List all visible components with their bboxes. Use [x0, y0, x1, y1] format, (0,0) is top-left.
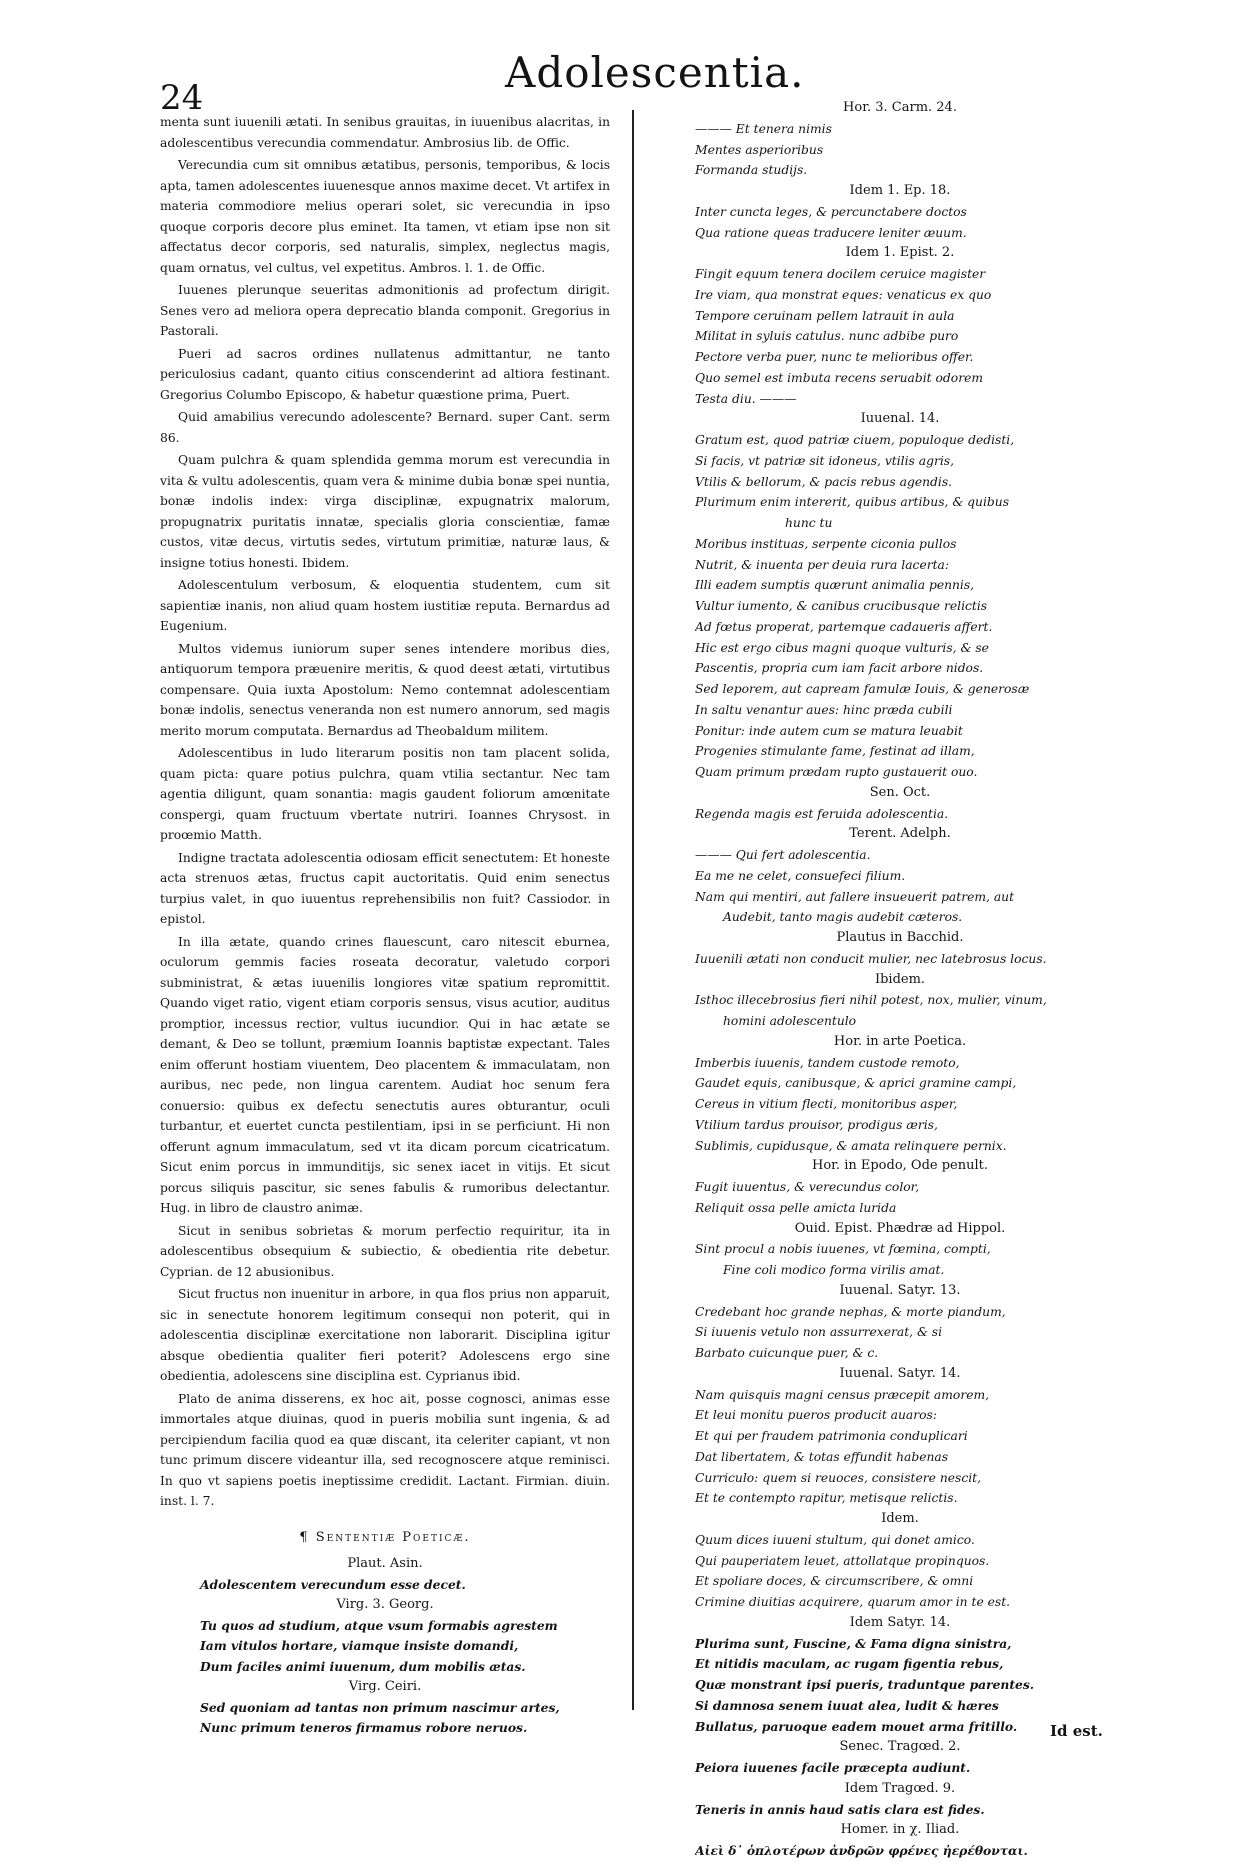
verse-line: Crimine diuitias acquirere, quarum amor in te est.: [695, 1595, 1011, 1609]
paragraph: Adolescentibus in ludo literarum positis non tam placent solida, quam picta: quare potius pulchra, quam vtilia sectantur. Nec tam agentia diligunt, quam sonantia: magis gaudent foliorum amœnitate conspergi, quam fructuum vbertate nutriri. Ioannes Chrysost. in proœmio Matth.: [160, 746, 610, 842]
verse-line: Sublimis, cupidusque, & amata relinquere pernix.: [695, 1138, 1007, 1153]
verse-source: Iuuenal. Satyr. 13.: [839, 1282, 961, 1298]
verse-line: Qui pauperiatem leuet, attollatque propinquos.: [695, 1553, 990, 1568]
verse-line: Mentes asperioribus: [695, 142, 824, 157]
verse-line: Testa diu. ———: [695, 391, 797, 406]
verse-line: Cereus in vitium flecti, monitoribus asper,: [695, 1097, 958, 1111]
verse-line: Peiora iuuenes facile præcepta audiunt.: [695, 1760, 971, 1775]
verse-line: Regenda magis est feruida adolescentia.: [695, 806, 949, 821]
verse-source: Virg. Ceiri.: [348, 1679, 422, 1694]
verse-line: Credebant hoc grande nephas, & morte piandum,: [695, 1304, 1006, 1319]
verse-source: Iuuenal. 14.: [860, 411, 940, 427]
catchword: Id est.: [1050, 1722, 1103, 1740]
verse-line: homini adolescentulo: [723, 1014, 857, 1028]
verse-line: Barbato cuicunque puer, & c.: [695, 1346, 879, 1360]
verse-line: Imberbis iuuenis, tandem custode remoto,: [695, 1055, 960, 1070]
verse-line: Tempore ceruinam pellem latrauit in aula: [695, 308, 955, 323]
paragraph: In illa ætate, quando crines flauescunt, caro nitescit eburnea, oculorum gemmis facies roseata decoratur, valetudo corpori subministrat, & ætas iuuenilis longiores vitæ spatium repromittit. Quando viget ratio, vigent etiam corporis sensus, visus acutior, auditus promptior, incessus rectior, vultus iucundior. Qui in hac ætate se demant, & Deo se tollunt, præmium Ioannis baptistæ expectant. Tales enim offerunt hostiam viuentem, Deo placentem & immaculatam, non auribus, nec pede, non lingua carentem. Audiat hoc senum fera conuersio: quibus ex defectu senectutis aures obturantur, oculi turbantur, et euertet cuncta pestilentiam, ipsi in se perficiunt. Hi non offerunt agnum immaculatum, sed vt ita dicam porcum cicatricatum. Sicut enim porcus in immunditijs, sic senex iacet in vitijs. Et sicut porcus siliquis pascitur, sic senes fabulis & rumoribus delectantur. Hug. in libro de claustro animæ.: [160, 934, 610, 1215]
paragraph: Iuuenes plerunque seueritas admonitionis ad profectum dirigit. Senes vero ad meliora opera deprecatio blanda componit. Gregorius in Pastorali.: [160, 283, 610, 338]
verse-line: Vtilis & bellorum, & pacis rebus agendis.: [695, 474, 953, 489]
verse-source: Terent. Adelph.: [849, 826, 951, 842]
verse-line: Ponitur: inde autem cum se matura leuabit: [695, 723, 963, 738]
verse-line: Sint procul a nobis iuuenes, vt fœmina, compti,: [695, 1242, 991, 1257]
paragraph: Indigne tractata adolescentia odiosam efficit senectutem: Et honeste acta strenuos ætas, fructus capit auctoritatis. Quid enim senectus turpius valet, in quo iuuentus reprehensibilis non fuit? Cassiodor. in epistol.: [160, 850, 610, 926]
verse-line: Plurimum enim intererit, quibus artibus, & quibus: [695, 495, 1010, 510]
verse-line: Et te contempto rapitur, metisque relictis.: [695, 1491, 958, 1506]
verse-line: ——— Et tenera nimis: [695, 121, 832, 136]
left-column: [160, 112, 610, 1739]
verse-line: Plurima sunt, Fuscine, & Fama digna sinistra,: [695, 1635, 1012, 1651]
verse-source: Plautus in Bacchid.: [836, 930, 964, 945]
verse-source: Idem 1. Epist. 2.: [845, 245, 955, 261]
verse-line: Nam quisquis magni census præcepit amorem,: [695, 1387, 990, 1402]
paragraph: Quam pulchra & quam splendida gemma morum est verecundia in vita & vultu adolescentis, quam vera & minime dubia bonæ spei nuntia, bonæ indolis index: virga disciplinæ, expugnatrix malorum, propugnatrix puritatis innatæ, specialis gloria conscientiæ, famæ custos, vitæ decus, virtutis sedes, virtutum primitiæ, naturæ laus, & insigne totius honesti. Ibidem.: [160, 453, 610, 570]
verse-line: Fine coli modico forma virilis amat.: [723, 1263, 945, 1277]
verse-line: Et spoliare doces, & circumscribere, & omni: [695, 1574, 974, 1589]
verse-line: Nutrit, & inuenta per deuia rura lacerta:: [695, 557, 950, 572]
verse-line: Pectore verba puer, nunc te melioribus offer.: [695, 350, 974, 364]
verse-line: Quo semel est imbuta recens seruabit odorem: [695, 370, 984, 385]
verse-line: Fugit iuuentus, & verecundus color,: [695, 1180, 920, 1194]
verse-line: Et qui per fraudem patrimonia conduplicari: [695, 1429, 968, 1443]
verse-line: Tu quos ad studium, atque vsum formabis agrestem: [200, 1617, 558, 1633]
verse-source: Idem.: [881, 1511, 919, 1526]
verse-line: Vtilium tardus prouisor, prodigus æris,: [695, 1117, 938, 1132]
page-number: 24: [160, 78, 204, 118]
verse-source: Hor. in Epodo, Ode penult.: [811, 1158, 988, 1174]
verse-line: Illi eadem sumptis quærunt animalia pennis,: [695, 578, 975, 593]
verse-line: Gaudet equis, canibusque, & aprici gramine campi,: [695, 1076, 1017, 1091]
paragraph: Plato de anima disserens, ex hoc ait, posse cognosci, animas esse immortales atque diuinas, quod in pueris mobilia sunt ingenia, & ad percipiendum facilia quod ea quæ discant, ita celeriter capiant, vt non tunc primum discere videantur illa, sed recognoscere atque reminisci. In quo vt sapiens poetis ineptissime credidit. Lactant. Firmian. diuin. inst. l. 7.: [160, 1391, 610, 1508]
verse-line: Sed leporem, aut capream famulæ Iouis, & generosæ: [695, 682, 1030, 696]
verse-line: Adolescentem verecundum esse decet.: [200, 1576, 466, 1592]
verse-line: Ire viam, qua monstrat eques: venaticus ex quo: [695, 287, 992, 302]
verse-source: Idem 1. Ep. 18.: [849, 183, 951, 198]
verse-line: Quum dices iuueni stultum, qui donet amico.: [695, 1532, 975, 1547]
verse-line: Ea me ne celet, consuefeci filium.: [695, 868, 906, 883]
verse-line: Iam vitulos hortare, viamque insiste domandi,: [200, 1638, 519, 1653]
verse-line: Quæ monstrant ipsi pueris, traduntque parentes.: [695, 1677, 1035, 1692]
paragraph: Verecundia cum sit omnibus ætatibus, personis, temporibus, & locis apta, tamen adolescentes iuuenesque annos maxime decet. Vt artifex in materia commodiore melius operari solet, sic verecundia in ipso quoque corporis decore plus eminet. Ita tamen, vt etiam ipse non sit affectatus decor corporis, sed naturalis, simplex, neglectus magis, quam ornatus, vel cultus, vel expetitus. Ambros. l. 1. de Offic.: [160, 158, 610, 275]
paragraph: Quid amabilius verecundo adolescente? Bernard. super Cant. serm 86.: [160, 410, 610, 445]
verse-line: Inter cuncta leges, & percunctabere doctos: [695, 204, 967, 219]
verse-line: Si damnosa senem iuuat alea, ludit & hæres: [695, 1697, 999, 1713]
verse-line: Curriculo: quem si reuoces, consistere nescit,: [695, 1470, 981, 1485]
verse-line: Reliquit ossa pelle amicta lurida: [695, 1200, 897, 1215]
verse-source: Hor. in arte Poetica.: [833, 1033, 967, 1049]
verse-line: Progenies stimulante fame, festinat ad illam,: [695, 744, 975, 759]
right-column: [695, 98, 1105, 1862]
verse-line: Si facis, vt patriæ sit idoneus, vtilis agris,: [695, 453, 955, 468]
verse-source: Senec. Tragœd. 2.: [839, 1739, 961, 1755]
verse-line: Nam qui mentiri, aut fallere insueuerit patrem, aut: [695, 889, 1015, 904]
running-header: Adolescentia.: [505, 48, 805, 97]
verse-line: Vultur iumento, & canibus crucibusque relictis: [695, 599, 988, 613]
verse-line: Fingit equum tenera docilem ceruice magister: [695, 267, 986, 281]
verse-line: Nunc primum teneros firmamus robore neruos.: [200, 1720, 528, 1735]
verse-line: Formanda studijs.: [695, 163, 808, 178]
verse-source: Plaut. Asin.: [347, 1556, 423, 1571]
verse-line: Iuuenili ætati non conducit mulier, nec latebrosus locus.: [695, 951, 1047, 966]
verse-source: Hor. 3. Carm. 24.: [843, 100, 957, 115]
verse-source: Ibidem.: [874, 971, 926, 987]
verse-line: Audebit, tanto magis audebit cæteros.: [723, 910, 963, 925]
verse-line: Dum faciles animi iuuenum, dum mobilis ætas.: [200, 1658, 526, 1674]
verse-source: Homer. in χ. Iliad.: [840, 1822, 960, 1838]
verse-line: hunc tu: [785, 516, 833, 530]
verse-line: Bullatus, paruoque eadem mouet arma fritillo.: [695, 1718, 1018, 1734]
paragraph: Multos videmus iuniorum super senes intendere moribus dies, antiquorum tempora præuenire meritis, & quod deest ætati, virtutibus compensare. Quia iuxta Apostolum: Nemo contemnat adolescentiam bonæ indolis, senectus veneranda non est numero annorum, sed magis merito morum computata. Bernardus ad Theobaldum militem.: [160, 641, 610, 738]
verse-line: Gratum est, quod patriæ ciuem, populoque dedisti,: [695, 433, 1015, 447]
verse-line: Isthoc illecebrosius fieri nihil potest, nox, mulier, vinum,: [695, 993, 1047, 1008]
paragraph: Pueri ad sacros ordines nullatenus admittantur, ne tanto periculosius cadant, quanto citius conscenderint ad altiora festinant. Gregorius Columbo Episcopo, & habetur quæstione prima, Puert.: [160, 346, 610, 402]
verse-line: Sed quoniam ad tantas non primum nascimur artes,: [200, 1699, 560, 1715]
verse-line: Teneris in annis haud satis clara est fides.: [695, 1801, 985, 1817]
verse-line: In saltu venantur aues: hinc præda cubili: [695, 702, 953, 717]
paragraph: Adolescentulum verbosum, & eloquentia studentem, cum sit sapientiæ inanis, non aliud quam hostem iustitiæ reputa. Bernardus ad Eugenium.: [160, 578, 610, 633]
verse-line: Quam primum prædam rupto gustauerit ouo.: [695, 765, 978, 779]
verse-line: Hic est ergo cibus magni quoque vulturis, & se: [695, 640, 989, 655]
verse-line: Ad fœtus properat, partemque cadaueris affert.: [695, 619, 993, 634]
verse-line: Militat in syluis catulus. nunc adbibe puro: [695, 329, 959, 344]
verse-line: ——— Qui fert adolescentia.: [695, 848, 871, 862]
paragraph: Sicut in senibus sobrietas & morum perfectio requiritur, ita in adolescentibus obsequium & subiectio, & obedientia rite debetur. Cyprian. de 12 abusionibus.: [160, 1223, 610, 1279]
verse-source: Iuuenal. Satyr. 14.: [839, 1365, 961, 1381]
verse-line: Dat libertatem, & totas effundit habenas: [695, 1449, 949, 1464]
verse-source: Virg. 3. Georg.: [336, 1597, 434, 1612]
verse-source: Sen. Oct.: [869, 784, 931, 800]
verse-line: Si iuuenis vetulo non assurrexerat, & si: [695, 1325, 943, 1340]
sententiae-poeticae: [160, 1528, 610, 1739]
verse-line: Pascentis, propria cum iam facit arbore nidos.: [695, 661, 984, 676]
verse-source: Ouid. Epist. Phædræ ad Hippol.: [794, 1220, 1006, 1236]
column-divider: [632, 110, 634, 1710]
verse-source: Idem Tragœd. 9.: [844, 1780, 956, 1796]
verse-line: Et leui monitu pueros producit auaros:: [695, 1408, 937, 1423]
section-heading: ¶ Sententiæ Poeticæ.: [299, 1529, 471, 1545]
verse-line: Qua ratione queas traducere leniter æuum.: [695, 225, 967, 240]
verse-line: Et nitidis maculam, ac rugam figentia rebus,: [695, 1656, 1004, 1672]
verse-source: Idem Satyr. 14.: [849, 1614, 951, 1630]
verse-line: Moribus instituas, serpente ciconia pullos: [695, 536, 957, 551]
paragraph: menta sunt iuuenili ætati. In senibus grauitas, in iuuenibus alacritas, in adolescentibus verecundia commendatur. Ambrosius lib. de Offic.: [160, 115, 610, 150]
verse-line: Αἰεὶ δ᾽ ὁπλοτέρων ἀνδρῶν φρένες ἠερέθονται.: [695, 1843, 1028, 1858]
paragraph: Sicut fructus non inuenitur in arbore, in qua flos prius non apparuit, sic in senectute honorem legitimum consequi non poterit, qui in adolescentia disciplinæ exercitatione non laborarit. Disciplina igitur absque obedientia qualiter fieri poterit? Adolescens ergo sine obedientia, adolescens sine disciplina est. Cyprianus ibid.: [160, 1287, 610, 1383]
